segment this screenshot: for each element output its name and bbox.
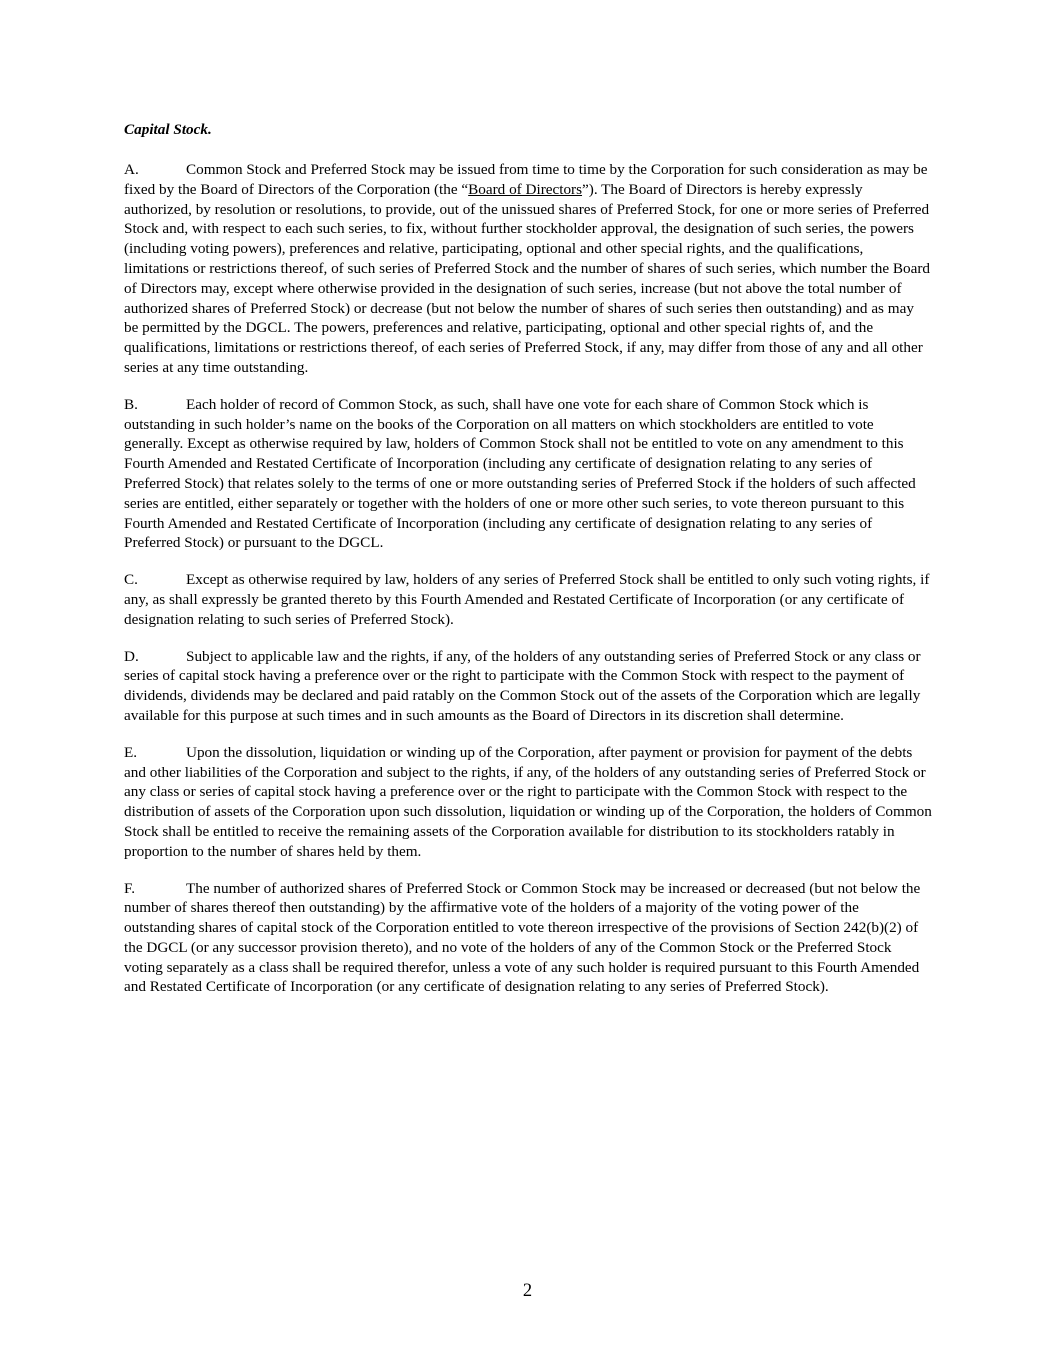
paragraph-c [124, 570, 932, 629]
paragraph-text: ”). The Board of Directors is hereby expressly authorized, by resolution or resolutions, to provide, out of the unissued shares of Preferred Stock, for one or more series of Preferred Stock and, with respect to each such series, to fix, without further stockholder approval, the designation of such series, the powers (including voting powers), preferences and relative, participating, optional and other special rights, and the qualifications, limitations or restrictions thereof, of such series of Preferred Stock and the number of shares of such series, which number the Board of Directors may, except where otherwise provided in the designation of such series, increase (but not above the total number of authorized shares of Preferred Stock) or decrease (but not below the number of shares of such series then outstanding) and as may be permitted by the DGCL. The powers, preferences and relative, participating, optional and other special rights of, and the qualifications, limitations or restrictions thereof, of each series of Preferred Stock, if any, may differ from those of any and all other series at any time outstanding. [124, 180, 930, 376]
defined-term: Board of Directors [468, 180, 583, 198]
paragraph-label: F. [124, 879, 136, 897]
paragraph-label: B. [124, 395, 138, 413]
paragraph-b [124, 395, 932, 553]
paragraph-text: Common Stock and Preferred Stock may be issued from time to time by the Corporation for such consideration as may be fixed by the Board of Directors of the Corporation (the “ [124, 161, 928, 198]
paragraph-text: The number of authorized shares of Preferred Stock or Common Stock may be increased or decreased (but not below the number of shares thereof then outstanding) by the affirmative vote of the holders of a majority of the voting power of the outstanding shares of capital stock of the Corporation entitled to vote thereon irrespective of the provisions of Section 242(b)(2) of the DGCL (or any successor provision thereto), and no vote of the holders of any of the Common Stock or the Preferred Stock voting separately as a class shall be required therefor, unless a vote of any such holder is required pursuant to this Fourth Amended and Restated Certificate of Incorporation (or any certificate of designation relating to any series of Preferred Stock). [124, 879, 921, 996]
paragraph-text: Subject to applicable law and the rights, if any, of the holders of any outstanding series of Preferred Stock or any class or series of capital stock having a preference over or the right to participate with the Common Stock with respect to the payment of dividends, dividends may be declared and paid ratably on the Common Stock out of the assets of the Corporation which are legally available for this purpose at such times and in such amounts as the Board of Directors in its discretion shall determine. [124, 647, 921, 724]
document-page [124, 120, 932, 1014]
paragraph-a [124, 160, 932, 378]
paragraph-text: Upon the dissolution, liquidation or winding up of the Corporation, after payment or provision for payment of the debts and other liabilities of the Corporation and subject to the rights, if any, of the holders of any outstanding series of Preferred Stock or any class or series of capital stock having a preference over or the right to participate with the Common Stock with respect to the distribution of assets of the Corporation upon such dissolution, liquidation or winding up of the Corporation, the holders of Common Stock shall be entitled to receive the remaining assets of the Corporation available for distribution to its stockholders ratably in proportion to the number of shares held by them. [124, 743, 932, 860]
paragraph-text: Each holder of record of Common Stock, as such, shall have one vote for each share of Common Stock which is outstanding in such holder’s name on the books of the Corporation on all matters on which stockholders are entitled to vote generally. Except as otherwise required by law, holders of Common Stock shall not be entitled to vote on any amendment to this Fourth Amended and Restated Certificate of Incorporation (including any certificate of designation relating to any series of Preferred Stock) that relates solely to the terms of one or more outstanding series of Preferred Stock if the holders of such affected series are entitled, either separately or together with the holders of one or more other such series, to vote thereon pursuant to this Fourth Amended and Restated Certificate of Incorporation (including any certificate of designation relating to any series of Preferred Stock) or pursuant to the DGCL. [124, 395, 916, 552]
paragraph-f [124, 879, 932, 998]
paragraph-label: A. [124, 161, 139, 178]
paragraph-label: D. [124, 647, 139, 665]
paragraph-d [124, 647, 932, 726]
paragraph-text: Except as otherwise required by law, holders of any series of Preferred Stock shall be entitled to only such voting rights, if any, as shall expressly be granted thereto by this Fourth Amended and Restated Certificate of Incorporation (or any certificate of designation relating to such series of Preferred Stock). [124, 571, 930, 628]
paragraph-label: E. [124, 743, 138, 761]
page-number: 2 [522, 1281, 533, 1301]
paragraph-label: C. [124, 571, 138, 589]
paragraph-e [124, 743, 932, 862]
section-heading: Capital Stock. [124, 121, 212, 138]
